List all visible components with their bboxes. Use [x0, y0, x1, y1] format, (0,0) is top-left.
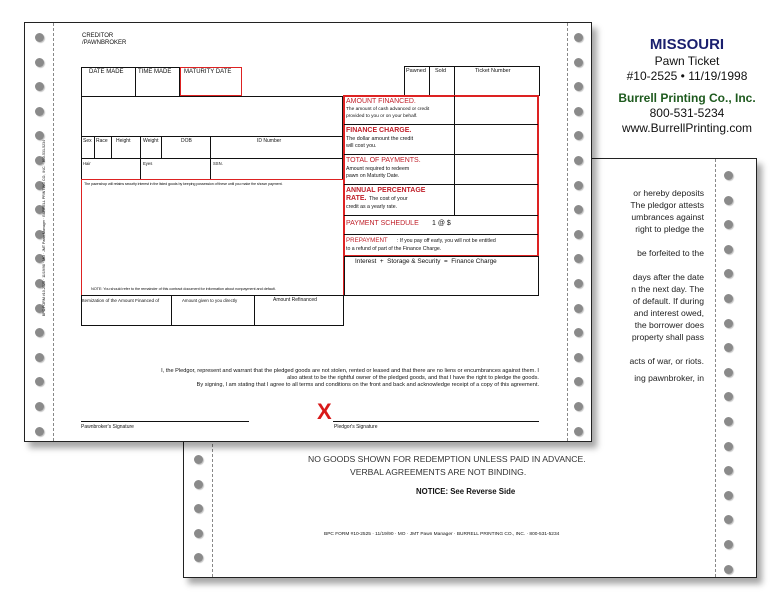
pawnbroker-signature-label: Pawnbroker's Signature [81, 424, 134, 430]
apr-title-2: RATE. [346, 195, 367, 202]
tractor-feed-hole [35, 377, 44, 386]
col-divider [111, 136, 112, 158]
dob-label: DOB [181, 138, 192, 144]
tractor-feed-hole [724, 294, 733, 303]
product-name: Pawn Ticket [654, 54, 720, 68]
pledge-line-1: I, the Pledgor, represent and warrant that the pledged goods are not stolen, rented or leased and that there are no liens or encumbrances against them. I [161, 368, 539, 374]
prepayment-desc: : If you pay off early, you will not be entitled [397, 238, 496, 244]
payment-schedule-label: PAYMENT SCHEDULE [346, 220, 419, 227]
row-divider [344, 215, 538, 216]
back-terms-line: acts of war, or riots. [629, 356, 704, 366]
tractor-feed-hole [724, 417, 733, 426]
ssn-label: SSN. [213, 161, 223, 166]
customer-name-field[interactable] [81, 96, 343, 137]
weight-label: Weight [143, 138, 159, 144]
tractor-feed-hole [194, 504, 203, 513]
total-payments-value[interactable] [455, 155, 538, 184]
back-terms-line: of default. If during [632, 296, 704, 306]
tractor-feed-hole [35, 107, 44, 116]
race-label: Race [96, 138, 108, 144]
creditor-label-2: /PAWNBROKER [82, 40, 127, 46]
ticket-number-label: Ticket Number [475, 68, 511, 74]
creditor-label: CREDITOR [82, 33, 114, 39]
tractor-feed-hole [724, 171, 733, 180]
reverse-side-notice: NOTICE: See Reverse Side [416, 487, 516, 496]
col-divider [161, 136, 162, 158]
payment-schedule-value[interactable]: 1 @ $ [432, 220, 451, 227]
row-divider [344, 234, 538, 235]
product-info-panel [598, 36, 776, 136]
tractor-feed-hole [574, 58, 583, 67]
tractor-feed-hole [574, 377, 583, 386]
tractor-feed-hole [574, 230, 583, 239]
col-divider [210, 136, 211, 180]
back-terms-line: right to pledge the [635, 224, 704, 234]
tractor-feed-hole [724, 343, 733, 352]
back-footer-imprint: BPC FORM #10-2525 · 11/19/90 · MO · JMT Pawn Manager · BURRELL PRINTING CO., INC. · 800-531-5234 [324, 532, 560, 537]
tractor-feed-hole [724, 319, 733, 328]
company-website[interactable]: www.BurrellPrinting.com [621, 121, 753, 135]
total-payments-title: TOTAL OF PAYMENTS. [346, 157, 421, 164]
security-interest-text: The pawnshop will retains security interest in the listed goods by keeping possession of these until you make the shown payment. [84, 182, 283, 186]
tractor-feed-hole [724, 515, 733, 524]
tractor-feed-hole [574, 156, 583, 165]
back-terms-line: and interest owed, [633, 308, 704, 318]
tractor-feed-hole [724, 368, 733, 377]
tractor-feed-hole [194, 553, 203, 562]
hair-label: Hair [83, 161, 91, 166]
amount-given-label: Amount given to you directly [182, 298, 238, 303]
tractor-feed-hole [724, 269, 733, 278]
no-goods-notice: NO GOODS SHOWN FOR REDEMPTION UNLESS PAID IN ADVANCE. [308, 454, 586, 464]
tractor-feed-hole [574, 353, 583, 362]
sex-label: Sex [83, 138, 92, 144]
back-terms-line: or hereby deposits [633, 188, 704, 198]
pledge-line-2: also attest to be the rightful owner of the pledged goods, and that I have the right to pledge the goods. [287, 375, 539, 381]
apr-desc: The cost of your [369, 196, 408, 202]
back-terms-line: The pledgor attests [630, 200, 704, 210]
tractor-feed-hole [574, 328, 583, 337]
row-divider [81, 158, 343, 159]
pledgor-signature-line[interactable] [333, 421, 539, 422]
tractor-feed-hole [574, 402, 583, 411]
prepayment-title: PREPAYMENT [346, 237, 388, 244]
tractor-feed-hole [574, 107, 583, 116]
tractor-feed-hole [574, 33, 583, 42]
company-phone: 800-531-5234 [649, 106, 725, 120]
total-payments-desc-2: pawn on Maturity Date. [346, 173, 400, 179]
pledgor-warranty [85, 368, 539, 389]
apr-desc-2: credit as a yearly rate. [346, 204, 398, 210]
prepayment-desc-2: to a refund of part of the Finance Charge. [346, 246, 442, 252]
tractor-feed-hole [724, 565, 733, 574]
finance-charge-value[interactable] [455, 125, 538, 154]
perforation-right [567, 23, 568, 441]
amount-financed-desc-2: provided to you or on your behalf. [346, 114, 418, 119]
tractor-feed-hole [574, 205, 583, 214]
tractor-feed-hole [574, 254, 583, 263]
date-made-label: DATE MADE [89, 69, 124, 75]
finance-charge-desc: The dollar amount the credit [346, 136, 414, 142]
company-name: Burrell Printing Co., Inc. [618, 91, 756, 105]
tractor-feed-hole [724, 196, 733, 205]
perforation-left [212, 439, 213, 577]
apr-title: ANNUAL PERCENTAGE [346, 187, 426, 194]
amount-refinanced-label: Amount Refinanced [273, 297, 317, 303]
tractor-feed-hole [724, 392, 733, 401]
tractor-feed-hole [724, 220, 733, 229]
finance-charge-title: FINANCE CHARGE. [346, 127, 412, 134]
col-divider [94, 136, 95, 158]
tractor-feed-hole [35, 33, 44, 42]
maturity-date-label: MATURITY DATE [184, 69, 232, 75]
back-terms-line: ing pawnbroker, in [634, 372, 704, 383]
back-terms-line: n the next day. The [631, 284, 704, 294]
tractor-feed-hole [35, 82, 44, 91]
pawnbroker-signature-line[interactable] [81, 421, 249, 422]
tractor-feed-hole [35, 353, 44, 362]
perforation-left [53, 23, 54, 441]
back-terms-line: umbrances against [631, 212, 704, 222]
itemization-label: Itemization of the Amount Financed of [82, 298, 160, 303]
tractor-feed-hole [574, 181, 583, 190]
tractor-feed-hole [574, 279, 583, 288]
form-info: #10-2525 • 11/19/1998 [626, 69, 748, 83]
pledged-goods-description[interactable] [81, 179, 344, 296]
col-divider [171, 295, 172, 326]
col-divider [140, 136, 141, 180]
tractor-feed-hole [574, 304, 583, 313]
state-title: MISSOURI [649, 36, 725, 53]
pawned-label: Pawned [406, 68, 426, 74]
back-terms-line: days after the date [632, 272, 704, 282]
finance-charge-desc-2: will cost you. [346, 143, 377, 149]
back-terms-line: be forfeited to the [637, 248, 704, 258]
tractor-feed-hole [194, 529, 203, 538]
front-sheet [24, 22, 592, 442]
total-payments-desc: Amount required to redeem [346, 166, 410, 172]
height-label: Height [116, 138, 131, 144]
pledge-line-3: By signing, I am stating that I agree to all terms and conditions on the front and back and acknowledge receipt of a copy of this agreement. [196, 382, 539, 388]
tractor-feed-hole [35, 328, 44, 337]
sign-here-x-icon: X [317, 399, 332, 424]
tractor-feed-hole [194, 480, 203, 489]
finance-charge-formula: Interest + Storage & Security = Finance Charge [355, 258, 497, 265]
apr-value[interactable] [455, 185, 538, 215]
tractor-feed-hole [574, 427, 583, 436]
pledgor-signature-label: Pledgor's Signature [334, 424, 378, 430]
amount-financed-desc: The amount of cash advanced or credit [346, 107, 430, 112]
amount-financed-value[interactable] [455, 96, 538, 124]
tractor-feed-hole [724, 466, 733, 475]
tractor-feed-hole [574, 82, 583, 91]
id-number-label: ID Number [257, 138, 282, 144]
tractor-feed-hole [724, 540, 733, 549]
tractor-feed-hole [724, 442, 733, 451]
tractor-feed-hole [194, 455, 203, 464]
side-imprint: BPC FORM #10-2525 · 11/19/98 · MO · JMT Pawn Manager · BURRELL PRINTING CO., INC. · 800-531-5234 [42, 139, 46, 317]
col-divider [254, 295, 255, 326]
tractor-feed-hole [35, 58, 44, 67]
time-made-label: TIME MADE [138, 69, 172, 75]
tractor-feed-hole [574, 131, 583, 140]
perforation-right [715, 159, 716, 577]
eyes-label: Eyes [143, 161, 153, 166]
tractor-feed-hole [35, 427, 44, 436]
nonpayment-note: NOTE: You should refer to the remainder of this contract document for information about nonpayment and default. [91, 286, 276, 291]
tractor-feed-hole [724, 491, 733, 500]
sold-label: Sold [435, 68, 447, 74]
verbal-notice: VERBAL AGREEMENTS ARE NOT BINDING. [350, 467, 527, 477]
tractor-feed-hole [35, 402, 44, 411]
back-terms-text [596, 187, 704, 384]
back-terms-line: the borrower does [634, 320, 704, 330]
amount-financed-title: AMOUNT FINANCED. [346, 98, 416, 105]
tractor-feed-hole [724, 245, 733, 254]
back-terms-line: property shall pass [631, 332, 704, 342]
